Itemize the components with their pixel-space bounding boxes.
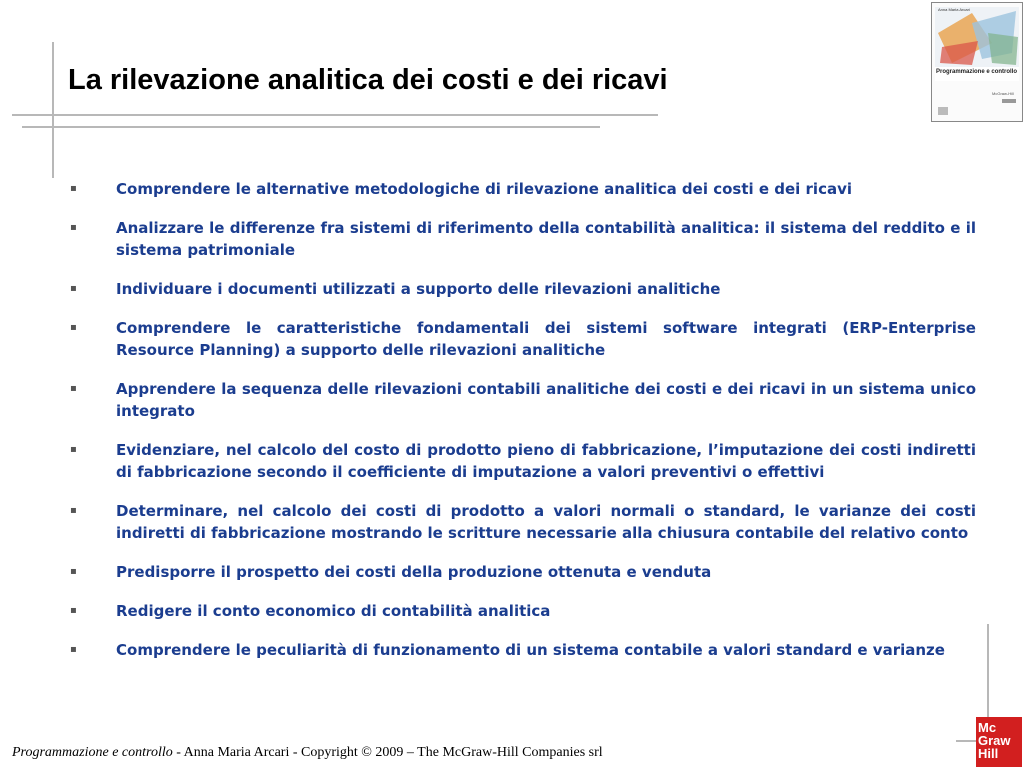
list-item-text: Comprendere le caratteristiche fondamentali dei sistemi software integrati (ERP-Enterprise Resource Planning) a supporto delle rilevazioni analitiche xyxy=(116,319,976,359)
list-item xyxy=(68,439,976,483)
horizontal-rule-second xyxy=(22,126,600,128)
square-bullet-icon: ▪ xyxy=(70,322,77,333)
list-item-text: Individuare i documenti utilizzati a supporto delle rilevazioni analitiche xyxy=(116,280,721,298)
book-cover-image xyxy=(931,2,1023,122)
list-item-text: Comprendere le alternative metodologiche di rilevazione analitica dei costi e dei ricavi xyxy=(116,180,853,198)
list-item xyxy=(68,639,976,661)
square-bullet-icon: ▪ xyxy=(70,383,77,394)
square-bullet-icon: ▪ xyxy=(70,605,77,616)
footer-book-title: Programmazione e controllo xyxy=(12,745,173,760)
square-bullet-icon: ▪ xyxy=(70,222,77,233)
square-bullet-icon: ▪ xyxy=(70,505,77,516)
list-item-text: Comprendere le peculiarità di funzionamento di un sistema contabile a valori standard e varianze xyxy=(116,641,945,659)
square-bullet-icon: ▪ xyxy=(70,444,77,455)
objectives-list xyxy=(68,178,976,678)
mcgraw-hill-logo xyxy=(976,717,1022,767)
list-item xyxy=(68,500,976,544)
list-item xyxy=(68,600,976,622)
logo-line: Mc xyxy=(978,720,997,735)
book-cover-title: Programmazione e controllo xyxy=(936,69,1018,75)
horizontal-rule-top xyxy=(12,114,658,116)
list-item-text: Apprendere la sequenza delle rilevazioni contabili analitiche dei costi e dei ricavi in un sistema unico integrato xyxy=(116,380,976,420)
list-item xyxy=(68,178,976,200)
footer-credit: - Anna Maria Arcari - Copyright © 2009 – The McGraw-Hill Companies srl xyxy=(172,745,603,760)
square-bullet-icon: ▪ xyxy=(70,183,77,194)
book-cover-author: Anna Maria Arcari xyxy=(938,7,970,12)
square-bullet-icon: ▪ xyxy=(70,566,77,577)
square-bullet-icon: ▪ xyxy=(70,644,77,655)
list-item-text: Determinare, nel calcolo dei costi di prodotto a valori normali o standard, le varianze dei costi indiretti di fabbricazione mostrando le scritture necessarie alla chiusura contabile del relativo conto xyxy=(116,502,976,542)
list-item-text: Evidenziare, nel calcolo del costo di prodotto pieno di fabbricazione, l’imputazione dei costi indiretti di fabbricazione secondo il coefficiente di imputazione a valori preventivi o effettivi xyxy=(116,441,976,481)
book-cover-art xyxy=(932,3,1022,121)
vertical-rule-left xyxy=(52,42,54,178)
list-item-text: Analizzare le differenze fra sistemi di riferimento della contabilità analitica: il sistema del reddito e il sistema patrimoniale xyxy=(116,219,976,259)
book-cover-publisher: McGraw-Hill xyxy=(992,91,1014,96)
logo-line: Graw xyxy=(978,733,1011,748)
square-bullet-icon: ▪ xyxy=(70,283,77,294)
list-item xyxy=(68,378,976,422)
list-item xyxy=(68,561,976,583)
list-item xyxy=(68,278,976,300)
list-item-text: Redigere il conto economico di contabilità analitica xyxy=(116,602,551,620)
logo-line: Hill xyxy=(978,746,999,761)
list-item xyxy=(68,317,976,361)
footer-copyright xyxy=(12,745,603,761)
slide-title: La rilevazione analitica dei costi e dei ricavi xyxy=(68,64,668,96)
list-item-text: Predisporre il prospetto dei costi della produzione ottenuta e venduta xyxy=(116,563,712,581)
list-item xyxy=(68,217,976,261)
